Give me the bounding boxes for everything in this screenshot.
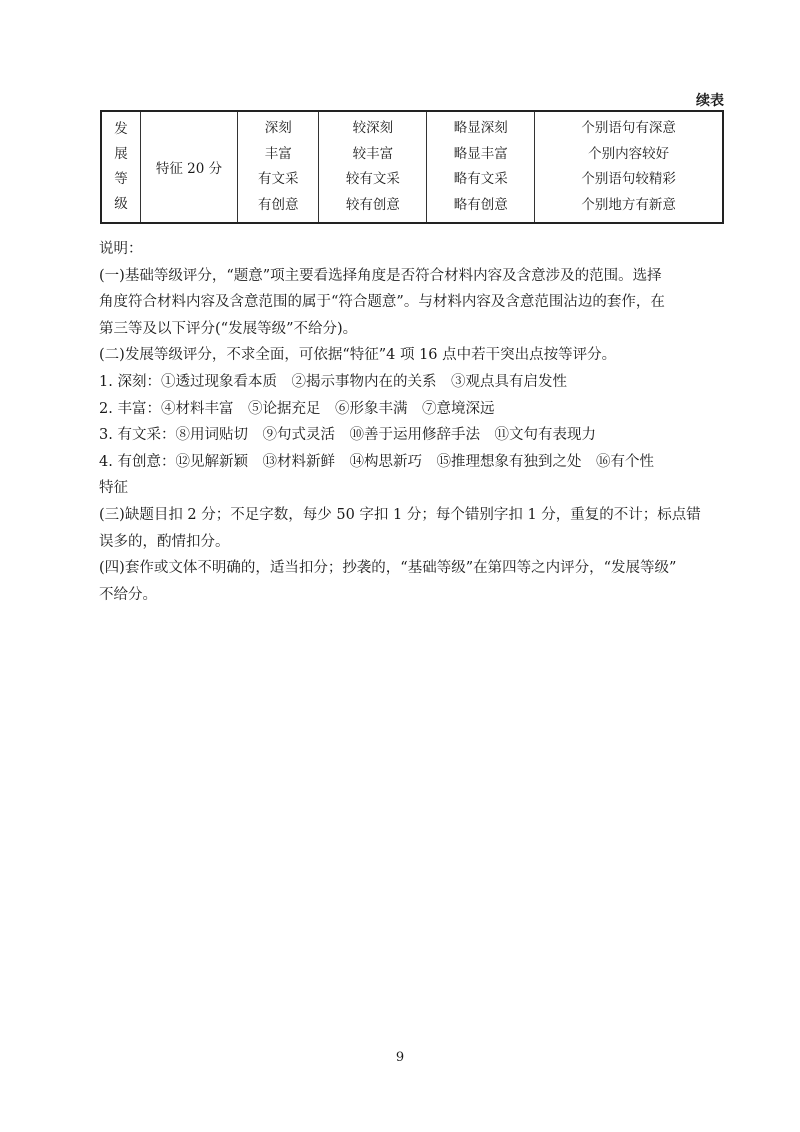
- level-char: 级: [114, 196, 128, 212]
- note-line: (四)套作或文体不明确的，适当扣分；抄袭的，“基础等级”在第四等之内评分，“发展等级”: [99, 560, 677, 577]
- grade-item: 较有文采: [345, 171, 400, 187]
- grade-item: 较有创意: [345, 196, 400, 213]
- grade-column-3: [427, 111, 535, 223]
- level-header-cell: [101, 111, 141, 223]
- note-line: 4. 有创意：⑫见解新颖 ⑬材料新鲜 ⑭构思新巧 ⑮推理想象有独到之处 ⑯有个性: [99, 453, 654, 470]
- note-line: 1. 深刻：①透过现象看本质 ②揭示事物内在的关系 ③观点具有启发性: [99, 373, 567, 390]
- grade-item: 略显深刻: [453, 120, 508, 136]
- grade-item: 略有文采: [453, 171, 508, 187]
- continued-table-label: 续表: [696, 93, 724, 109]
- note-line: 误多的，酌情扣分。: [99, 533, 230, 550]
- note-line: 3. 有文采：⑧用词贴切 ⑨句式灵活 ⑩善于运用修辞手法 ⑪文句有表现力: [99, 427, 596, 444]
- grade-item: 个别内容较好: [588, 145, 670, 162]
- level-char: 展: [114, 146, 128, 162]
- grade-item: 较深刻: [352, 120, 394, 136]
- note-line: 角度符合材料内容及含意范围的属于“符合题意”。与材料内容及含意范围沾边的套作，在: [99, 294, 665, 311]
- notes-title: 说明：: [99, 241, 143, 257]
- grade-item: 有文采: [257, 171, 299, 187]
- grade-column-4: [535, 111, 723, 223]
- note-line: 特征: [99, 480, 128, 497]
- page-number: 9: [395, 1050, 405, 1065]
- grade-item: 个别语句较精彩: [581, 171, 676, 187]
- grade-item: 较丰富: [352, 145, 394, 162]
- note-line: (一)基础等级评分，“题意”项主要看选择角度是否符合材料内容及含意涉及的范围。选择: [99, 267, 662, 284]
- feature-cell: 特征 20 分: [141, 111, 238, 223]
- grade-column-1: [238, 111, 319, 223]
- grade-item: 略有创意: [453, 196, 508, 213]
- grade-item: 有创意: [257, 196, 299, 213]
- note-line: 不给分。: [99, 586, 157, 603]
- grade-item: 丰富: [264, 145, 292, 162]
- note-line: 2. 丰富：④材料丰富 ⑤论据充足 ⑥形象丰满 ⑦意境深远: [99, 400, 495, 417]
- grading-table: [100, 110, 724, 224]
- table-row: [101, 111, 723, 223]
- note-line: (二)发展等级评分，不求全面，可依据“特征”4 项 16 点中若干突出点按等评分。: [99, 347, 617, 364]
- level-char: 发: [114, 121, 128, 137]
- grade-column-2: [319, 111, 427, 223]
- grade-item: 略显丰富: [453, 145, 508, 162]
- grade-item: 个别地方有新意: [581, 196, 676, 213]
- grade-item: 个别语句有深意: [581, 120, 676, 136]
- note-line: (三)缺题目扣 2 分；不足字数，每少 50 字扣 1 分；每个错别字扣 1 分，重复的不计；标点错: [99, 506, 701, 523]
- note-line: 第三等及以下评分(“发展等级”不给分)。: [99, 320, 358, 337]
- grade-item: 深刻: [264, 120, 292, 136]
- level-char: 等: [114, 171, 128, 187]
- notes-section: [99, 236, 727, 608]
